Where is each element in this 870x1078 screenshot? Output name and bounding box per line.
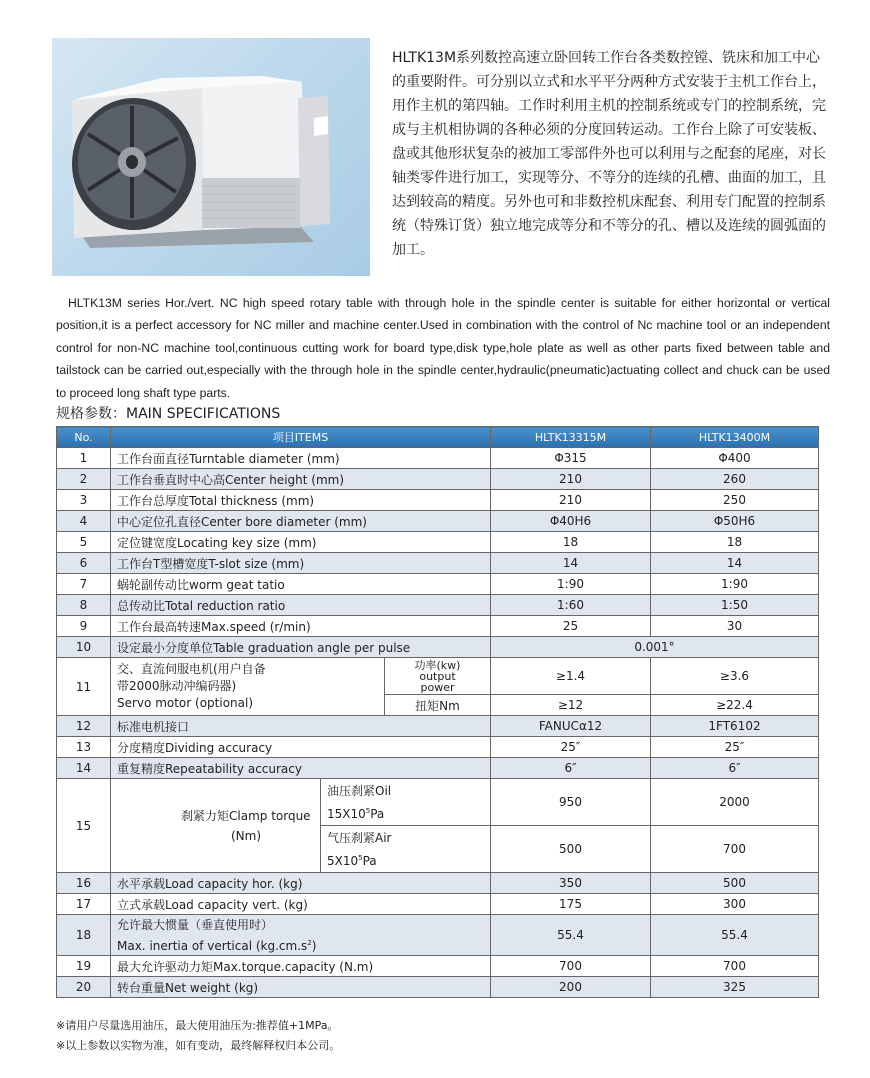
row-item: 中心定位孔直径Center bore diameter (mm) <box>111 511 491 532</box>
row-value-2: 55.4 <box>651 915 819 956</box>
row-value-1: ≥12 <box>491 695 651 716</box>
row-value-1: FANUCα12 <box>491 716 651 737</box>
spec-table <box>56 426 819 998</box>
row-value-2: 18 <box>651 532 819 553</box>
power-label-cn: 功率(kw) <box>414 658 461 672</box>
sub-label-power <box>385 658 491 695</box>
inertia-text: Max. inertia of vertical (kg.cm.s <box>117 938 308 953</box>
clamp-line-1: 刹紧力矩Clamp torque <box>181 808 311 823</box>
oil-label: 油压刹紧Oil <box>327 783 392 798</box>
row-value-2: 1:90 <box>651 574 819 595</box>
table-row <box>57 490 819 511</box>
row-no: 17 <box>57 894 111 915</box>
row-no: 6 <box>57 553 111 574</box>
inertia-line-1: 允许最大惯量（垂直使用时） <box>117 917 274 932</box>
row-value-1: 1:60 <box>491 595 651 616</box>
row-value-1: 500 <box>491 826 651 873</box>
table-row <box>57 448 819 469</box>
row-value-2: 30 <box>651 616 819 637</box>
row-item: 最大允许驱动力矩Max.torque.capacity (N.m) <box>111 956 491 977</box>
row-item: 水平承载Load capacity hor. (kg) <box>111 873 491 894</box>
row-item: 分度精度Dividing accuracy <box>111 737 491 758</box>
servo-line-2: 带2000脉动冲编码器) <box>117 679 237 693</box>
oil-pressure-base: 15X10 <box>327 806 366 821</box>
header-model-2: HLTK13400M <box>651 427 819 448</box>
row-no: 10 <box>57 637 111 658</box>
row-value-2: 25″ <box>651 737 819 758</box>
row-no: 15 <box>57 779 111 873</box>
row-no: 12 <box>57 716 111 737</box>
row-value-1: Φ315 <box>491 448 651 469</box>
table-row <box>57 977 819 998</box>
row-value-1: 700 <box>491 956 651 977</box>
row-no: 18 <box>57 915 111 956</box>
sub-label-oil <box>321 779 491 826</box>
row-value-1: 25 <box>491 616 651 637</box>
row-item: 工作台垂直时中心高Center height (mm) <box>111 469 491 490</box>
table-row <box>57 873 819 894</box>
sub-label-air <box>321 826 491 873</box>
footnotes <box>56 1016 340 1056</box>
table-row <box>57 553 819 574</box>
row-no: 14 <box>57 758 111 779</box>
row-value-2: 2000 <box>651 779 819 826</box>
power-label-output: output <box>419 669 456 683</box>
row-item: 工作台T型槽宽度T-slot size (mm) <box>111 553 491 574</box>
row-value-2: 300 <box>651 894 819 915</box>
inertia-close: ) <box>311 938 317 953</box>
table-row <box>57 616 819 637</box>
air-pressure-base: 5X10 <box>327 853 359 868</box>
row-value-2: ≥22.4 <box>651 695 819 716</box>
table-row <box>57 716 819 737</box>
row-value-shared: 0.001° <box>491 637 819 658</box>
header-model-1: HLTK13315M <box>491 427 651 448</box>
sub-label-torque: 扭矩Nm <box>385 695 491 716</box>
header-no: No. <box>57 427 111 448</box>
table-row <box>57 469 819 490</box>
intro-english: HLTK13M series Hor./vert. NC high speed rotary table with through hole in the spindle center is suitable for either horizontal or vertical position,it is a perfect accessory for NC miller and machine center.Used in combination with the control of Nc machine tool or an independent control for non-NC machine tool,continuous cutting work for board type,disk type,hole plate as well as other parts fixed between table and tailstock can be carried out,especially with the through hole in the spindle center,hydraulic(pneumatic)actuating collect and chuck can be used to proceed long shaft type parts. <box>56 296 830 400</box>
table-row <box>57 532 819 553</box>
servo-line-3: Servo motor (optional) <box>117 696 254 710</box>
row-item: 工作台最高转速Max.speed (r/min) <box>111 616 491 637</box>
table-row <box>57 779 819 826</box>
header-items: 项目ITEMS <box>111 427 491 448</box>
power-label-power: power <box>420 680 455 694</box>
oil-pressure-exp: 5 <box>365 806 371 815</box>
table-header-row <box>57 427 819 448</box>
row-value-1: ≥1.4 <box>491 658 651 695</box>
row-value-2: 250 <box>651 490 819 511</box>
row-item-clamp <box>111 779 321 873</box>
row-item: 蜗轮副传动比worm geat tatio <box>111 574 491 595</box>
table-row <box>57 595 819 616</box>
row-value-2: 700 <box>651 956 819 977</box>
footnote: ※以上参数以实物为准，如有变动，最终解释权归本公司。 <box>56 1039 341 1052</box>
table-row <box>57 915 819 956</box>
row-no: 20 <box>57 977 111 998</box>
row-item: 标准电机接口 <box>111 716 491 737</box>
row-value-1: 14 <box>491 553 651 574</box>
table-row <box>57 637 819 658</box>
inertia-exp: 2 <box>307 938 312 947</box>
row-no: 4 <box>57 511 111 532</box>
row-value-1: 175 <box>491 894 651 915</box>
rotary-table-illustration <box>52 38 370 276</box>
row-value-2: 325 <box>651 977 819 998</box>
row-value-1: 200 <box>491 977 651 998</box>
row-no: 13 <box>57 737 111 758</box>
footnote: ※请用户尽量选用油压，最大使用油压为:推荐值+1MPa。 <box>56 1019 339 1032</box>
row-no: 3 <box>57 490 111 511</box>
row-value-2: 1:50 <box>651 595 819 616</box>
table-row <box>57 511 819 532</box>
row-value-1: 55.4 <box>491 915 651 956</box>
clamp-line-2: (Nm) <box>231 828 262 843</box>
row-no: 8 <box>57 595 111 616</box>
table-row <box>57 658 819 695</box>
servo-line-1: 交、直流伺服电机(用户自备 <box>117 662 266 676</box>
row-value-2: Φ50H6 <box>651 511 819 532</box>
table-row <box>57 737 819 758</box>
row-no: 2 <box>57 469 111 490</box>
row-value-1: 1:90 <box>491 574 651 595</box>
row-item-inertia <box>111 915 491 956</box>
row-item: 设定最小分度单位Table graduation angle per pulse <box>111 637 491 658</box>
row-item: 重复精度Repeatability accuracy <box>111 758 491 779</box>
row-no: 7 <box>57 574 111 595</box>
row-value-1: Φ40H6 <box>491 511 651 532</box>
row-value-2: 1FT6102 <box>651 716 819 737</box>
row-item: 工作台面直径Turntable diameter (mm) <box>111 448 491 469</box>
row-value-1: 6″ <box>491 758 651 779</box>
row-value-2: 14 <box>651 553 819 574</box>
row-item: 转台重量Net weight (kg) <box>111 977 491 998</box>
row-value-2: 700 <box>651 826 819 873</box>
row-no: 9 <box>57 616 111 637</box>
row-item: 总传动比Total reduction ratio <box>111 595 491 616</box>
row-value-2: ≥3.6 <box>651 658 819 695</box>
row-item: 立式承载Load capacity vert. (kg) <box>111 894 491 915</box>
oil-pressure <box>327 801 484 824</box>
air-label: 气压刹紧Air <box>327 830 392 845</box>
air-pressure-exp: 5 <box>358 853 363 862</box>
product-photo <box>52 38 370 276</box>
table-row <box>57 758 819 779</box>
row-value-1: 210 <box>491 490 651 511</box>
row-value-1: 18 <box>491 532 651 553</box>
table-row <box>57 574 819 595</box>
row-no: 16 <box>57 873 111 894</box>
spec-title: 规格参数：MAIN SPECIFICATIONS <box>56 406 281 422</box>
row-item-servo <box>111 658 385 716</box>
row-item: 工作台总厚度Total thickness (mm) <box>111 490 491 511</box>
intro-chinese: HLTK13M系列数控高速立卧回转工作台各类数控镗、铣床和加工中心的重要附件。可分别以立式和水平平分两种方式安装于主机工作台上，用作主机的第四轴。工作时利用主机的控制系统或专门的控制系统，完成与主机相协调的各种必须的分度回转运动。工作台上除了可安装板、盘或其他形状复杂的被加工零部件外也可以利用与之配套的尾座，对长轴类零件进行加工，实现等分、不等分的连续的孔槽、曲面的加工，且达到较高的精度。另外也可和非数控机床配套、利用专门配置的控制系统（特殊订货）独立地完成等分和不等分的孔、槽以及连续的圆弧面的加工。 <box>392 50 826 258</box>
air-pressure <box>327 848 484 871</box>
row-no: 1 <box>57 448 111 469</box>
oil-pressure-unit: Pa <box>370 806 385 821</box>
row-value-2: 6″ <box>651 758 819 779</box>
inertia-line-2 <box>117 934 484 955</box>
row-value-2: 500 <box>651 873 819 894</box>
table-row <box>57 956 819 977</box>
row-value-1: 950 <box>491 779 651 826</box>
air-pressure-unit: Pa <box>362 853 377 868</box>
row-value-1: 350 <box>491 873 651 894</box>
row-no: 5 <box>57 532 111 553</box>
row-value-1: 210 <box>491 469 651 490</box>
row-no: 11 <box>57 658 111 716</box>
row-no: 19 <box>57 956 111 977</box>
table-row <box>57 894 819 915</box>
row-value-1: 25″ <box>491 737 651 758</box>
row-value-2: Φ400 <box>651 448 819 469</box>
row-item: 定位键宽度Locating key size (mm) <box>111 532 491 553</box>
row-value-2: 260 <box>651 469 819 490</box>
